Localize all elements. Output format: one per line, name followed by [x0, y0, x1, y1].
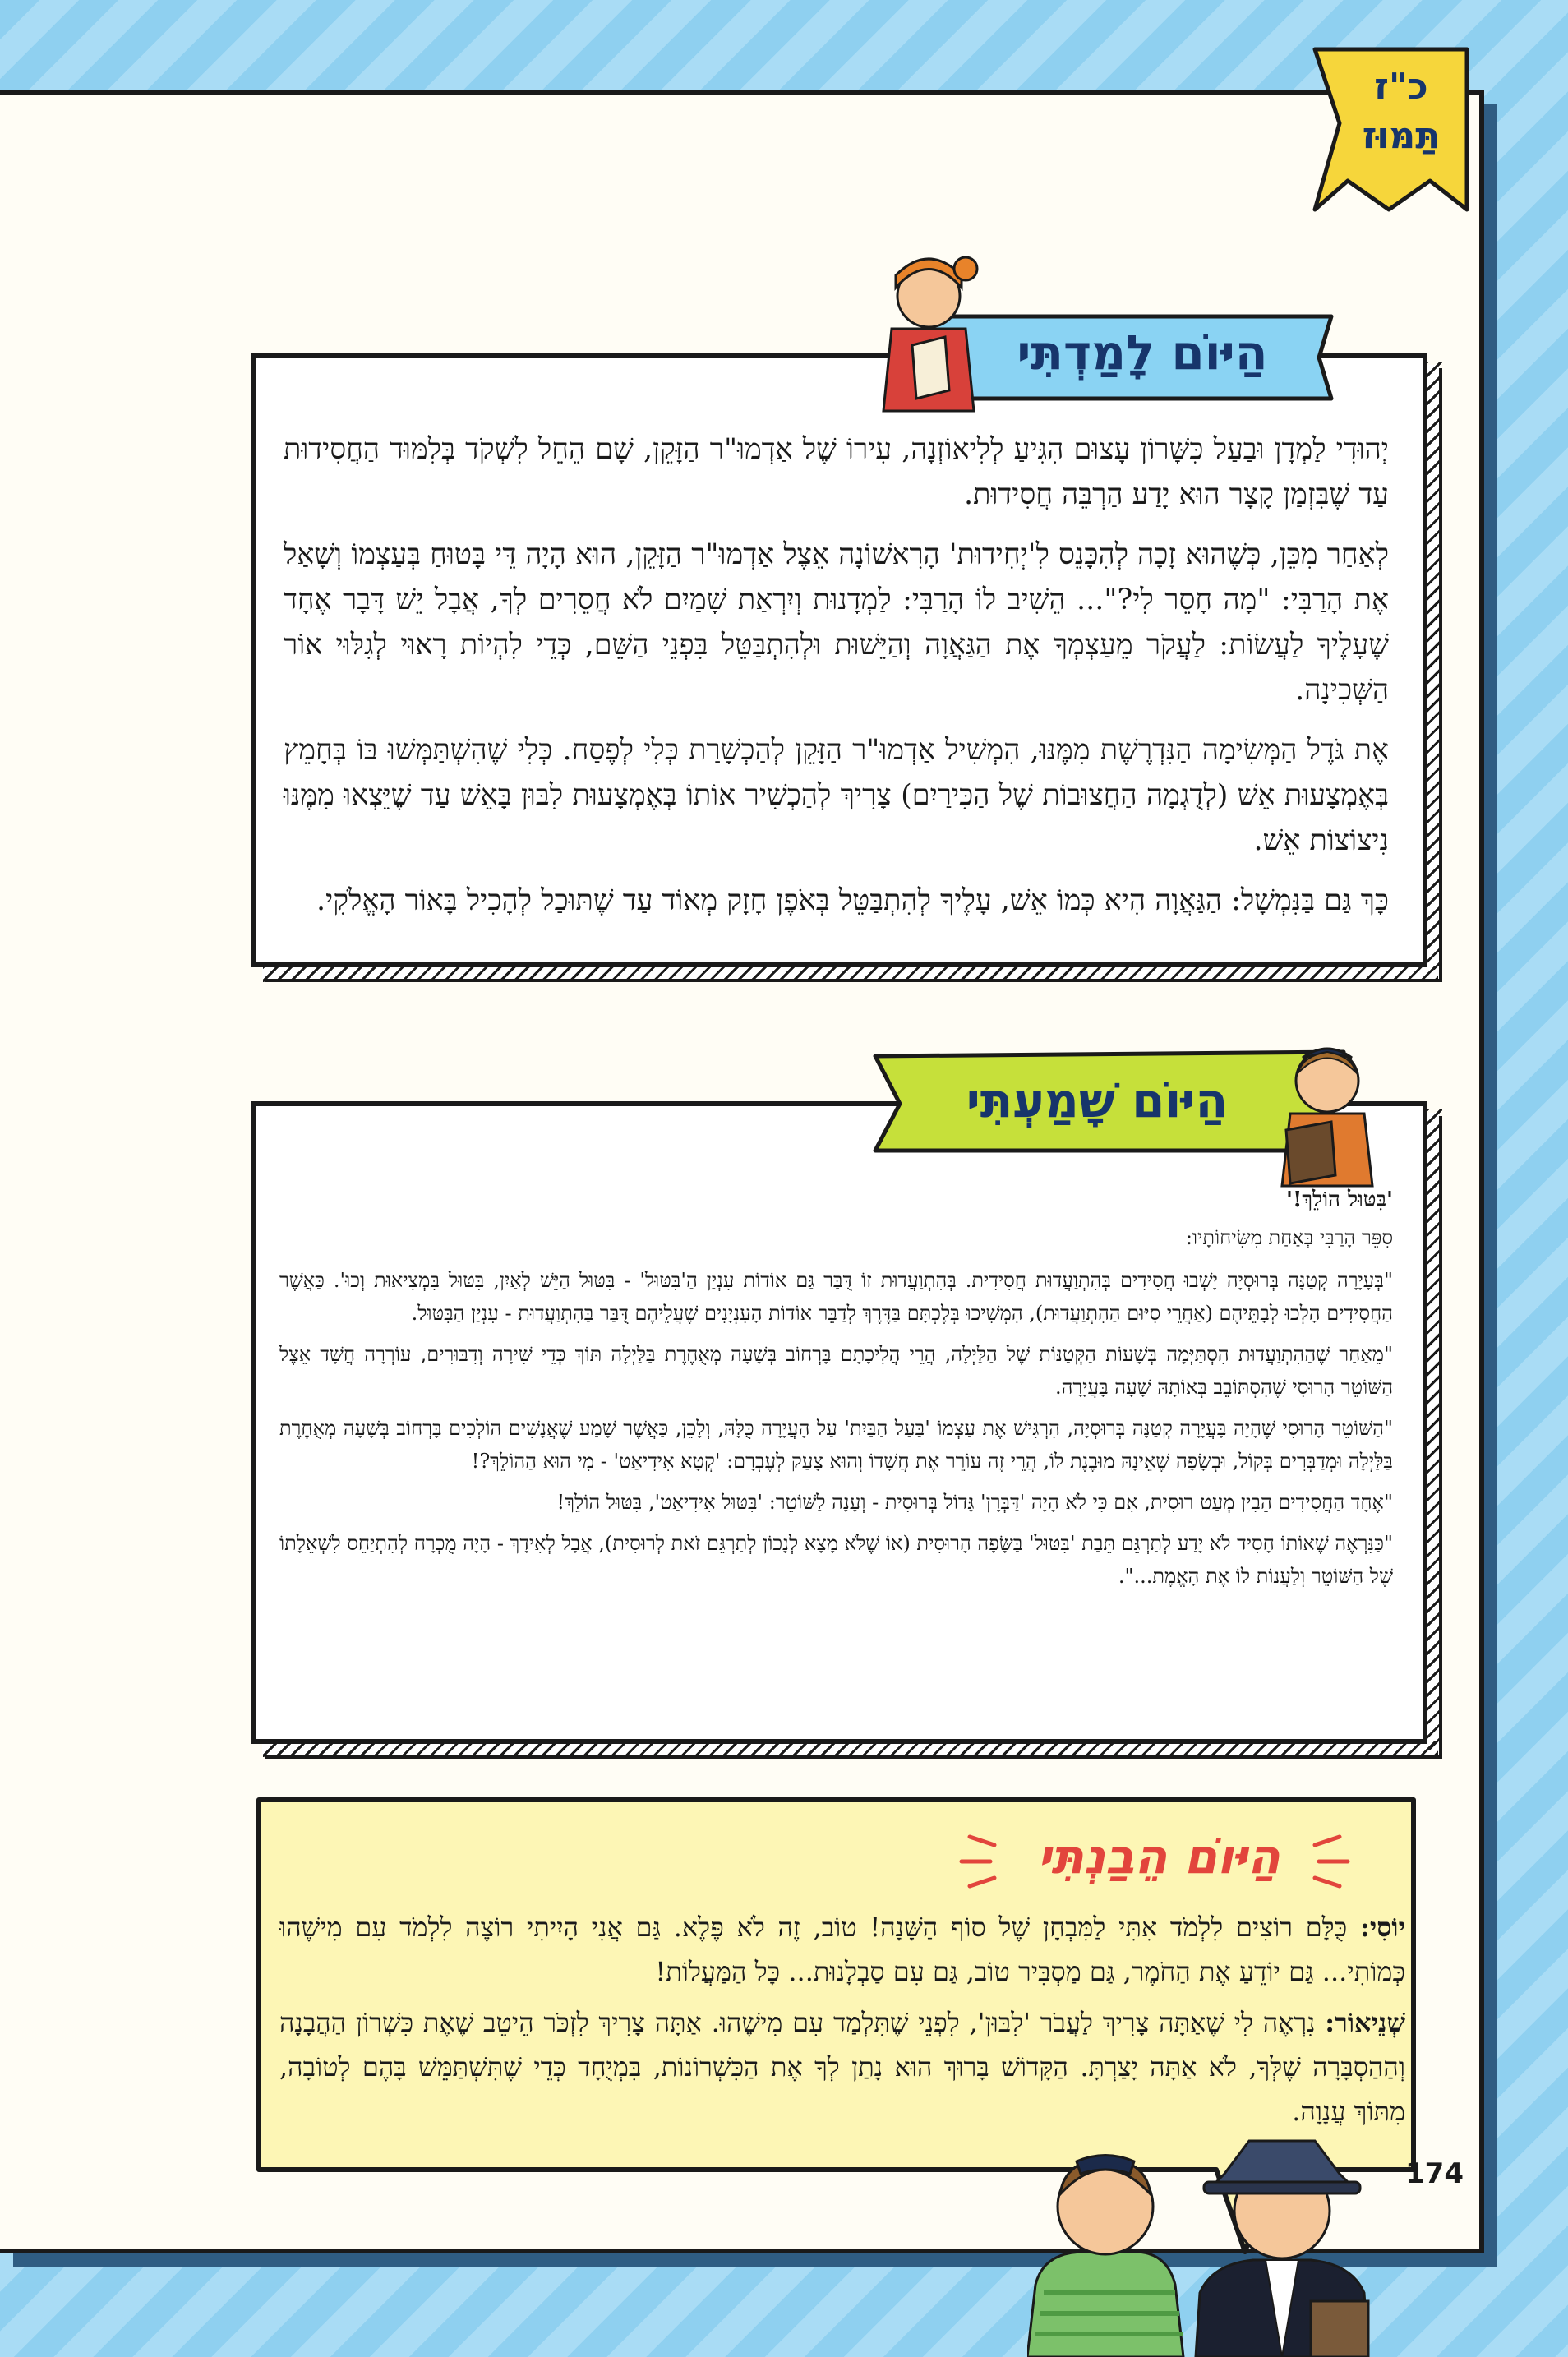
- understood-title: הַיּוֹם הֵבַנְתִּי: [1037, 1829, 1280, 1884]
- speaker-name: שְׁנֵיאוֹר:: [1325, 2007, 1405, 2038]
- dialogue-text: כֻּלָּם רוֹצִים לִלְמֹד אִתִּי לַמִּבְחָן שֶׁל סוֹף הַשָּׁנָה! טוֹב, זֶה לֹא פֶּלֶא. גַּם אֲנִי הָיִיתִי רוֹצֶה לִלְמֹד עִם מִישֶׁהוּ כְּמוֹתִי... גַּם יוֹדֵעַ אֶת הַחֹמֶר, גַּם מַסְבִּיר טוֹב, גַּם עִם סַבְלָנוּת... כָּל הַמַּעֲלוֹת!: [279, 1912, 1405, 1987]
- date-month: תַּמּוּז: [1362, 115, 1441, 157]
- story-heading: 'בִּטּוּל הוֹלֵךְ!': [1286, 1188, 1393, 1212]
- heard-text: [279, 1183, 1393, 1593]
- sparkle-icon: [953, 1829, 1003, 1894]
- paragraph: "אֶחָד הַחֲסִידִים הֵבִין מְעַט רוּסִית, אִם כִּי לֹא הָיָה 'דַּבְּרָן' גָּדוֹל בְּרוּסִית - וְעָנָה לַשּׁוֹטֵר: 'בִּטּוּל אִידִיאַט', בִּטּוּל הוֹלֵךְ!: [556, 1491, 1393, 1514]
- paragraph: "מֵאַחַר שֶׁהַהִתְוַעֲדוּת הִסְתַּיְּמָה בְּשָׁעוֹת הַקְּטַנּוֹת שֶׁל הַלַּיְלָה, הֲרֵי הֲלִיכָתָם בָּרְחוֹב בְּשָׁעָה מְאֻחֶרֶת בַּלַּיְלָה תּוֹךְ כְּדֵי שִׁירָה וְדִבּוּרִים, עוֹרְרָה חֲשָׁד אֵצֶל הַשּׁוֹטֵר הָרוּסִי שֶׁהִסְתּוֹבֵב בְּאוֹתָהּ שָׁעָה בָּעֲיָרָה.: [279, 1343, 1393, 1399]
- paragraph: "הַשּׁוֹטֵר הָרוּסִי שֶׁהָיָה בָּעֲיָרָה קְטַנָּה בְּרוּסְיָה, הִרְגִּישׁ אֶת עַצְמוֹ 'בַּעַל הַבַּיִת' עַל הָעֲיָרָה כֻּלָּהּ, וְלָכֵן, כַּאֲשֶׁר שָׁמַע שֶׁאֲנָשִׁים הוֹלְכִים בָּרְחוֹב בְּשָׁעָה מְאֻחֶרֶת בַּלַּיְלָה וּמְדַבְּרִים בְּקוֹל, וּבְשָׂפָה שֶׁאֵינָהּ מוּבֶנֶת לוֹ, הֲרֵי זֶה עוֹרֵר אֶת חֲשָׁדוֹ וְהוּא צָעַק לְעֶבְרָם: 'קְטָא אִידִיאַט' - מִי הוּא הַהוֹלֵךְ?!: [279, 1417, 1393, 1473]
- page-number: 174: [1405, 2157, 1464, 2190]
- learned-text: [284, 427, 1389, 939]
- speaker-name: יוֹסִי:: [1360, 1912, 1405, 1943]
- date-day: כ"ז: [1374, 66, 1428, 108]
- girl-reading-icon: [867, 251, 990, 415]
- boy-reading-icon: [1270, 1031, 1385, 1188]
- paragraph: "בְּעָיָרָה קְטַנָּה בְּרוּסְיָה יָשְׁבוּ חֲסִידִים בְּהִתְוַעֲדוּת חֲסִידִית. בְּהִתְוַעֲדוּת זוֹ דֻּבַּר גַּם אוֹדוֹת עִנְיַן הַ'בִּטּוּל' - בִּטּוּל הַיֵּשׁ לְאַיִן, בִּטּוּל בִּמְצִיאוּת וְכוּ'. כַּאֲשֶׁר הַחֲסִידִים הָלְכוּ לְבָתֵּיהֶם (אַחֲרֵי סִיּוּם הַהִתְוַעֲדוּת), הִמְשִׁיכוּ בְּלֶכְתָּם בַּדֶּרֶךְ לְדַבֵּר אוֹדוֹת הָעִנְיָנִים שֶׁעֲלֵיהֶם דֻּבַּר בַּהִתְוַעֲדוּת - עִנְיַן הַבִּטּוּל.: [279, 1269, 1393, 1325]
- learned-title: הַיּוֹם לָמַדְתִּי: [1017, 325, 1268, 381]
- dialogue-text: נִרְאֶה לִי שֶׁאַתָּה צָרִיךְ לַעֲבֹר 'לִבּוּן', לִפְנֵי שֶׁתִּלְמַד עִם מִישֶׁהוּ. אַתָּה צָרִיךְ לִזְכֹּר הֵיטֵב שֶׁאֶת כִּשְׁרוֹן הַהֲבָנָה וְהַהַסְבָּרָה שֶׁלְּךָ, לֹא אַתָּה יָצַרְתָּ. הַקָּדוֹשׁ בָּרוּךְ הוּא נָתַן לְךָ אֶת הַכִּשְׁרוֹנוֹת, בִּמְיֻחָד כְּדֵי שֶׁתִּשְׁתַּמֵּשׁ בָּהֶם לְטוֹבָה, מִתּוֹךְ עֲנָוָה.: [279, 2007, 1405, 2127]
- paragraph: אֶת גֹּדֶל הַמְּשִׂימָה הַנִּדְרֶשֶׁת מִמֶּנּוּ, הִמְשִׁיל אַדְמוּ"ר הַזָּקֵן לְהַכְשָׁרַת כְּלִי לְפֶסַח. כְּלִי שֶׁהִשְׁתַּמְּשׁוּ בּוֹ בְּחָמֵץ בְּאֶמְצָעוּת אֵשׁ (לְדֻגְמָה הַחֲצוּבוֹת שֶׁל הַכִּירַיִם) צָרִיךְ לְהַכְשִׁיר אוֹתוֹ בְּאֶמְצָעוּת לִבּוּן בָּאֵשׁ עַד שֶׁיֵּצְאוּ מִמֶּנּוּ נִיצוֹצוֹת אֵשׁ.: [284, 734, 1389, 857]
- sparkle-icon: [1307, 1829, 1356, 1894]
- story-intro: סִפֵּר הָרַבִּי בְּאַחַת מִשִּׂיחוֹתָיו:: [1185, 1226, 1393, 1249]
- box-shadow-hatch: [1426, 1109, 1442, 1750]
- understood-text: [279, 1905, 1405, 2133]
- heard-title: הַיּוֹם שָׁמַעְתִּי: [966, 1072, 1229, 1128]
- box-shadow-hatch: [263, 1741, 1438, 1757]
- two-boys-illustration: [1027, 2129, 1372, 2357]
- paragraph: יְהוּדִי לַמְדָן וּבַעַל כִּשָּׁרוֹן עָצוּם הִגִּיעַ לְלִיאוֹזְנָה, עִירוֹ שֶׁל אַדְמוּ"ר הַזָּקֵן, שָׁם הֵחֵל לִשְׁקֹד בְּלִמּוּד הַחֲסִידוּת עַד שֶׁבִּזְמַן קָצָר הוּא יָדַע הַרְבֵּה חֲסִידוּת.: [284, 433, 1389, 511]
- paragraph: "כַּנִּרְאֶה שֶׁאוֹתוֹ חָסִיד לֹא יָדַע לְתַרְגֵּם תֵּבַת 'בִּטּוּל' בַּשָּׂפָה הָרוּסִית (אוֹ שֶׁלֹּא מָצָא לְנָכוֹן לְתַרְגֵּם זֹאת לְרוּסִית), אֲבָל לְאִידָךְ - הָיָה מֻכְרָח לְהִתְיַחֵס לִשְׁאֵלָתוֹ שֶׁל הַשּׁוֹטֵר וְלַעֲנוֹת לוֹ אֶת הָאֱמֶת...".: [279, 1532, 1393, 1588]
- paragraph: כָּךְ גַּם בַּנִּמְשָׁל: הַגַּאֲוָה הִיא כְּמוֹ אֵשׁ, עָלֶיךָ לְהִתְבַּטֵּל בְּאֹפֶן חָזָק מְאוֹד עַד שֶׁתּוּכַל לְהָכִיל בָּאוֹר הָאֱלֹקִי.: [316, 884, 1389, 917]
- box-shadow-hatch: [263, 966, 1438, 982]
- dialogue-line: [279, 1905, 1405, 1994]
- box-shadow-hatch: [1426, 362, 1442, 970]
- paragraph: לְאַחַר מִכֵּן, כְּשֶׁהוּא זָכָה לְהִכָּנֵס לִ'יְחִידוּת' הָרִאשׁוֹנָה אֵצֶל אַדְמוּ"ר הַזָּקֵן, הוּא הָיָה דֵּי בָּטוּחַ בְּעַצְמוֹ וְשָׁאַל אֶת הָרַבִּי: "מָה חָסֵר לִי?"... הֵשִׁיב לוֹ הָרַבִּי: לַמְדָנוּת וְיִרְאַת שָׁמַיִם לֹא חֲסֵרִים לְךָ, אֲבָל יֵשׁ דָּבָר אֶחָד שֶׁעָלֶיךָ לַעֲשׂוֹת: לַעֲקֹר מֵעַצְמְךָ אֶת הַגַּאֲוָה וְהַיֵּשׁוּת וּלְהִתְבַּטֵּל בִּפְנֵי הַשֵּׁם, כְּדֵי לִהְיוֹת רָאוּי לְגִלּוּי אוֹר הַשְּׁכִינָה.: [284, 538, 1389, 707]
- dialogue-line: [279, 2000, 1405, 2133]
